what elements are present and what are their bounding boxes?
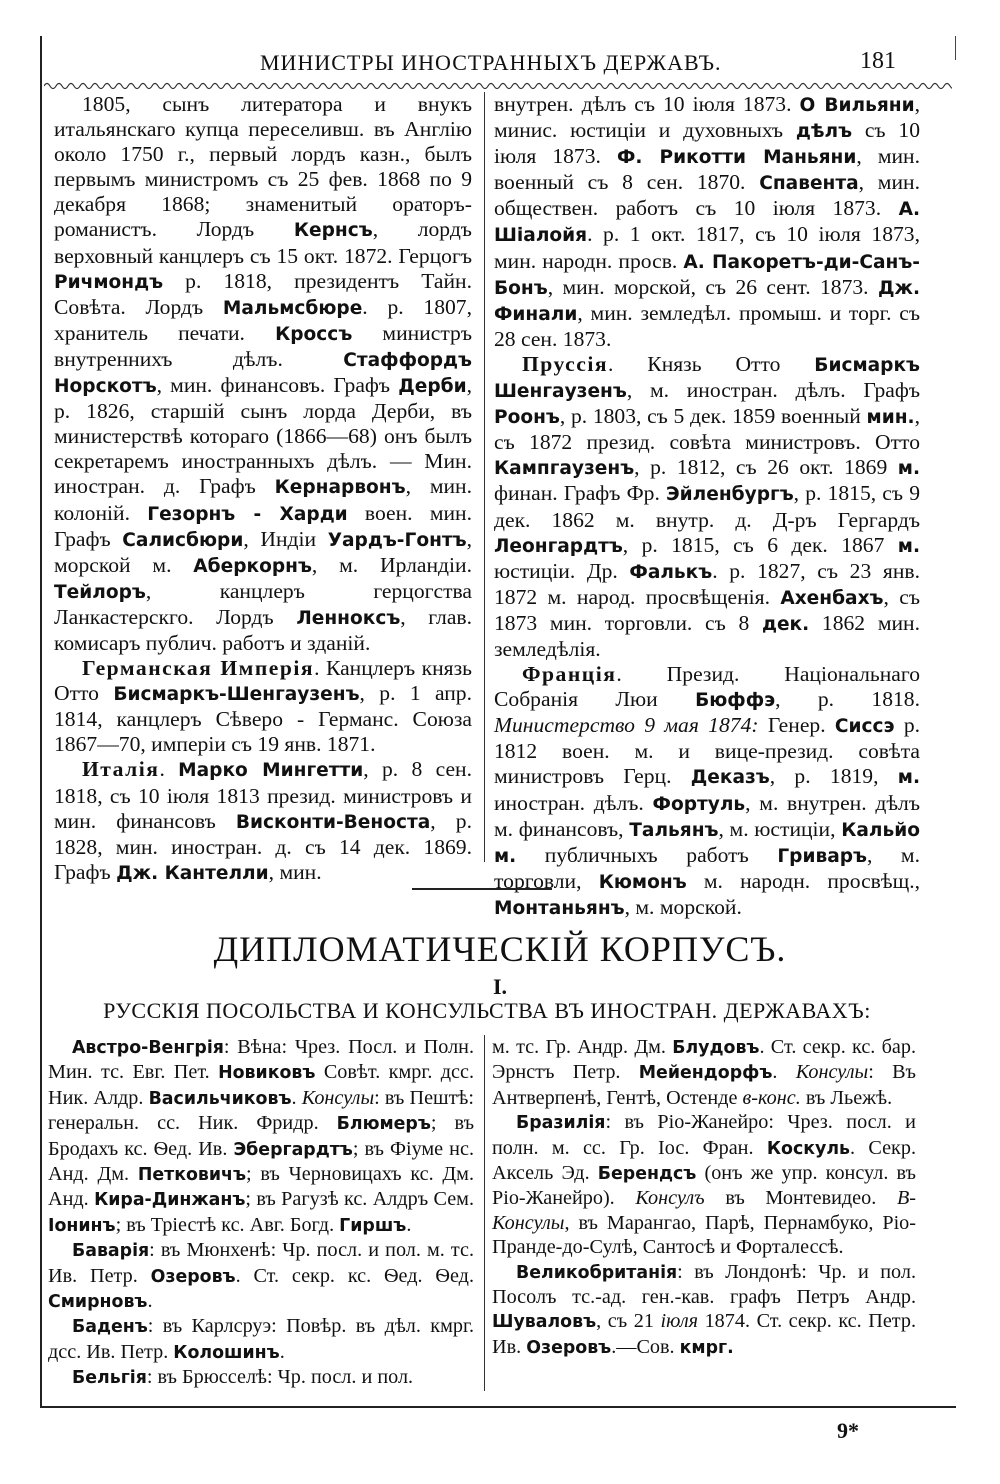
country-heading: Италія (82, 757, 160, 782)
left-page-border (40, 36, 42, 1408)
bold-name: Великобританія (516, 1262, 678, 1283)
bold-name: Фортуль (652, 793, 746, 815)
bold-name: Уардъ-Гонтъ (327, 529, 467, 551)
bold-name: Блюмеръ (336, 1114, 431, 1135)
italic-text: Консулы (795, 1061, 869, 1084)
bold-name: Гезорнъ - Харди (147, 503, 348, 525)
bold-name: Дж. Финали (494, 277, 920, 325)
entry-great-britain: Великобританія: въ Лондонѣ: Чр. и пол. Посолъ тс.-ад. ген.-кав. графъ Петръ Андр. Шуваловъ, съ 21 іюля 1874. Ст. секр. кс. Петр. Ив. Озеровъ.—Сов. кмрг. (492, 1260, 916, 1358)
bold-name: Эйленбургъ (666, 484, 794, 506)
entry-bavaria: Баварія: въ Мюнхенѣ: Чр. посл. и пол. м. тс. Ив. Петр. Озеровъ. Ст. секр. кс. Ѳед. Ѳед. Смирновъ. (48, 1239, 474, 1313)
bold-name: Баварія (72, 1241, 150, 1262)
bold-name: Леонгардтъ (494, 535, 623, 557)
column-divider-bottom (484, 1035, 485, 1391)
bold-name: Кира-Динжанъ (94, 1190, 246, 1211)
bold-name: мин. (866, 407, 915, 429)
right-page-border (955, 36, 956, 60)
bold-name: Стаффордъ Норскотъ (54, 349, 472, 398)
bold-name: Фалькъ (629, 561, 713, 583)
bold-name: Ахенбахъ (780, 587, 884, 609)
bold-name: Марко Мингетти (178, 760, 364, 782)
bold-name: Коскуль (766, 1138, 851, 1159)
column-divider-top (484, 92, 485, 862)
bold-name: Васильчиковъ (148, 1088, 292, 1109)
bold-name: Мейендорфъ (638, 1063, 773, 1084)
bold-name: А. Пакоретъ-ди-Санъ-Бонъ (494, 251, 920, 299)
paragraph-france: Франція. Презид. Національнаго Собранія Люи Бюффэ, р. 1818. Министерство 9 мая 1874: Генер. Сиссэ р. 1812 воен. м. и вице-презид. совѣта министровъ Герц. Деказъ, р. 1819, м. иностран. дѣлъ. Фортуль, м. внутрен. дѣлъ м. финансовъ, Тальянъ, м. юстиціи, Кальйо м. публичныхъ работъ Гриваръ, м. торговли, Кюмонъ м. народн. просвѣщ., Монтаньянъ, м. морской. (494, 662, 921, 919)
bold-name: Гриваръ (777, 845, 867, 867)
bold-name: О Вильяни (799, 95, 915, 116)
bold-name: Озеровъ (150, 1266, 236, 1287)
bold-name: Колошинъ (173, 1342, 280, 1363)
paragraph-italy-continued: внутрен. дѣлъ съ 10 іюля 1873. О Вильяни, минис. юстиціи и духовныхъ дѣлъ съ 10 іюля 1873. Ф. Рикотти Маньяни, мин. военный съ 8 сен. 1870. Спавента, мин. обществен. работъ съ 10 іюля 1873. А. Шіалойя. р. 1 окт. 1817, съ 10 іюля 1873, мин. народн. просв. А. Пакоретъ-ди-Санъ-Бонъ, мин. морской, съ 26 сент. 1873. Дж. Финали, мин. земледѣл. промыш. и торг. съ 28 сен. 1873. (494, 92, 921, 351)
paragraph-england-ministers: 1805, сынъ литератора и внукъ итальянскаго купца переселивш. въ Англію около 1750 г., первый лордъ казн., былъ первымъ министромъ съ 25 фев. 1868 по 9 декабря 1868; знаменитый ораторъ-романистъ. Лордъ Кернсъ, лордъ верховный канцлеръ съ 15 окт. 1872. Герцогъ Ричмондъ р. 1818, президентъ Тайн. Совѣта. Лордъ Мальмсбюре. р. 1807, хранитель печати. Кроссъ министръ внутреннихъ дѣлъ. Стаффордъ Норскотъ, мин. финансовъ. Графъ Дерби, р. 1826, старшій сынъ лорда Дерби, въ министерствѣ котораго (1866—68) онъ былъ секретаремъ иностранныхъ дѣлъ. — Мин. иностран. д. Графъ Кернарвонъ, мин. колоній. Гезорнъ - Харди воен. мин. Графъ Салисбюри, Индіи Уардъ-Гонтъ, морской м. Аберкорнъ, м. Ирландіи. Тейлоръ, канцлеръ герцогства Ланкастерскго. Лордъ Ленноксъ, глав. комисаръ публич. работъ и зданій. (54, 92, 473, 655)
bold-name: А. Шіалойя (494, 199, 920, 247)
bold-name: Бисмаркъ Шенгаузенъ (494, 354, 920, 403)
bold-name: м. (897, 458, 920, 480)
italic-text: Консулъ (635, 1187, 705, 1210)
bold-name: Бюффэ (695, 690, 776, 712)
bold-name: Блудовъ (672, 1038, 760, 1058)
bold-name: Кампгаузенъ (494, 458, 635, 480)
paragraph-prussia: Пруссія. Князь Отто Бисмаркъ Шенгаузенъ, м. иностран. дѣлъ. Графъ Роонъ, р. 1803, съ 5 дек. 1859 военный мин., съ 1872 презид. совѣта министровъ. Отто Кампгаузенъ, р. 1812, съ 26 окт. 1869 м. финан. Графъ Фр. Эйленбургъ, р. 1815, съ 9 дек. 1862 м. внутр. д. Д-ръ Гергардъ Леонгардтъ, р. 1815, съ 6 дек. 1867 м. юстиціи. Др. Фалькъ. р. 1827, съ 23 янв. 1872 м. народ. просвѣщенія. Ахенбахъ, съ 1873 мин. торговли. съ 8 дек. 1862 мин. земледѣлія. (494, 351, 920, 661)
bottom-right-column (492, 1035, 916, 1360)
bold-name: Спавента (759, 173, 859, 195)
italic-text: В-Консулы (492, 1187, 916, 1234)
bold-name: Дерби (398, 376, 467, 398)
bold-name: Новиковъ (218, 1063, 316, 1084)
section-separator (412, 888, 552, 890)
section-title: ДИПЛОМАТИЧЕСКІЙ КОРПУСЪ. (213, 929, 787, 969)
country-heading: Франція (522, 662, 617, 687)
bold-name: Берендсъ (597, 1164, 697, 1185)
bold-name: Шуваловъ (492, 1312, 597, 1333)
page-bottom-rule (40, 1406, 956, 1408)
bold-name: Эбергардтъ (233, 1139, 353, 1160)
wavy-rule (44, 80, 952, 92)
italic-text: Министерство 9 мая 1874: (494, 713, 759, 738)
bold-name: Аберкорнъ (193, 555, 312, 577)
page-number: 181 (860, 48, 896, 74)
bold-name: Смирновъ (48, 1292, 148, 1313)
paragraph-germany: Германская Имперія. Канцлеръ князь Отто Бисмаркъ-Шенгаузенъ, р. 1 апр. 1814, канцлеръ Сѣверо - Германс. Союза 1867—70, имперіи съ 19 янв. 1871. (54, 656, 472, 757)
running-header: МИНИСТРЫ ИНОСТРАННЫХЪ ДЕРЖАВЪ. (260, 50, 722, 75)
bold-name: Гиршъ (339, 1215, 407, 1236)
bold-name: м. (897, 767, 920, 789)
bold-name: дѣлъ (795, 121, 853, 143)
bold-name: Ричмондъ (54, 271, 164, 293)
country-heading: Германская Имперія (82, 656, 315, 681)
italic-text: іюля (660, 1310, 699, 1333)
entry-brazil: Бразилія: въ Ріо-Жанейро: Чрез. посл. и полн. м. сс. Гр. Іос. Фран. Коскуль. Секр. Аксель Эд. Берендсъ (онъ же упр. консул. въ Ріо-Жанейро). Консулъ въ Монтевидео. В-Консулы, въ Марангао, Парѣ, Пернамбуко, Ріо-Пранде-до-Сулѣ, Сантосѣ и Форталессѣ. (492, 1111, 916, 1259)
entry-belgium: Бельгія: въ Брюсселѣ: Чр. посл. и пол. (72, 1366, 414, 1389)
bold-name: Тейлоръ (54, 581, 146, 603)
section-number: I. (492, 974, 508, 999)
top-right-column (494, 92, 920, 921)
bold-name: Озеровъ (526, 1337, 612, 1358)
bold-name: Баденъ (72, 1317, 148, 1338)
entry-austria-hungary: Австро-Венгрія: Вѣна: Чрез. Посл. и Полн. Мин. тс. Евг. Пет. Новиковъ Совѣт. кмрг. дсс. Ник. Алдр. Васильчиковъ. Консулы: въ Пештѣ: генеральн. сс. Ник. Фридр. Блюмеръ; въ Бродахъ кс. Ѳед. Ив. Эбергардтъ; въ Фіуме нс. Анд. Дм. Петковичъ; въ Черновицахъ кс. Дм. Анд. Кира-Динжанъ; въ Рагузѣ кс. Алдръ Сем. Іонинъ; въ Тріестѣ кс. Авг. Богд. Гиршъ. (48, 1036, 475, 1236)
bold-name: Кроссъ (275, 323, 353, 345)
bold-name: Кернарвонъ (274, 477, 406, 499)
bold-name: Роонъ (494, 407, 560, 429)
section-subtitle: РУССКІЯ ПОСОЛЬСТВА И КОНСУЛЬСТВА ВЪ ИНОСТРАН. ДЕРЖАВАХЪ: (103, 998, 871, 1023)
bold-name: м. (897, 535, 920, 557)
bold-name: Салисбюри (122, 529, 244, 551)
bottom-left-column (48, 1035, 474, 1391)
bold-name: Мальмсбюре (222, 297, 363, 319)
bold-name: Тальянъ (629, 819, 719, 841)
italic-text: в-конс. (742, 1086, 801, 1109)
entry-belgium-continued: м. тс. Гр. Андр. Дм. Блудовъ. Ст. секр. кс. бар. Эрнстъ Петр. Мейендорфъ. Консулы: Въ Антверпенѣ, Гентѣ, Остенде в-конс. въ Льежѣ. (492, 1036, 917, 1109)
paragraph-italy: Италія. Марко Мингетти, р. 8 сен. 1818, съ 10 іюля 1813 презид. министровъ и мин. финансовъ Висконти-Веноста, р. 1828, мин. иностран. д. съ 14 дек. 1869. Графъ Дж. Кантелли, мин. (54, 757, 472, 884)
bold-name: Сиссэ (834, 716, 895, 738)
bold-name: Кальйо м. (494, 819, 920, 867)
bold-name: Монтаньянъ (494, 897, 625, 919)
country-heading: Пруссія (522, 351, 609, 376)
bold-name: дек. (761, 613, 810, 635)
italic-text: Консулы (301, 1086, 375, 1109)
bold-name: Бисмаркъ-Шенгаузенъ (113, 684, 360, 706)
bold-name: Висконти-Веноста (235, 811, 431, 833)
signature-mark: 9* (837, 1418, 859, 1443)
bold-name: Іонинъ (48, 1215, 116, 1236)
bold-name: Австро-Венгрія (72, 1038, 224, 1058)
bold-name: Дж. Кантелли (116, 862, 269, 884)
bold-name: Кюмонъ (598, 871, 687, 893)
bold-name: кмрг. (679, 1337, 734, 1358)
bold-name: Бразилія (516, 1113, 606, 1134)
top-left-column (54, 92, 472, 886)
bold-name: Кернсъ (293, 220, 373, 242)
bold-name: Ф. Рикотти Маньяни (616, 147, 857, 169)
bold-name: Бельгія (72, 1368, 147, 1389)
entry-baden: Баденъ: въ Карлсруэ: Повѣр. въ дѣл. кмрг. дсс. Ив. Петр. Колошинъ. (48, 1315, 474, 1363)
bold-name: Деказъ (690, 767, 770, 789)
bold-name: Ленноксъ (296, 607, 401, 629)
bold-name: Петковичъ (137, 1165, 247, 1186)
